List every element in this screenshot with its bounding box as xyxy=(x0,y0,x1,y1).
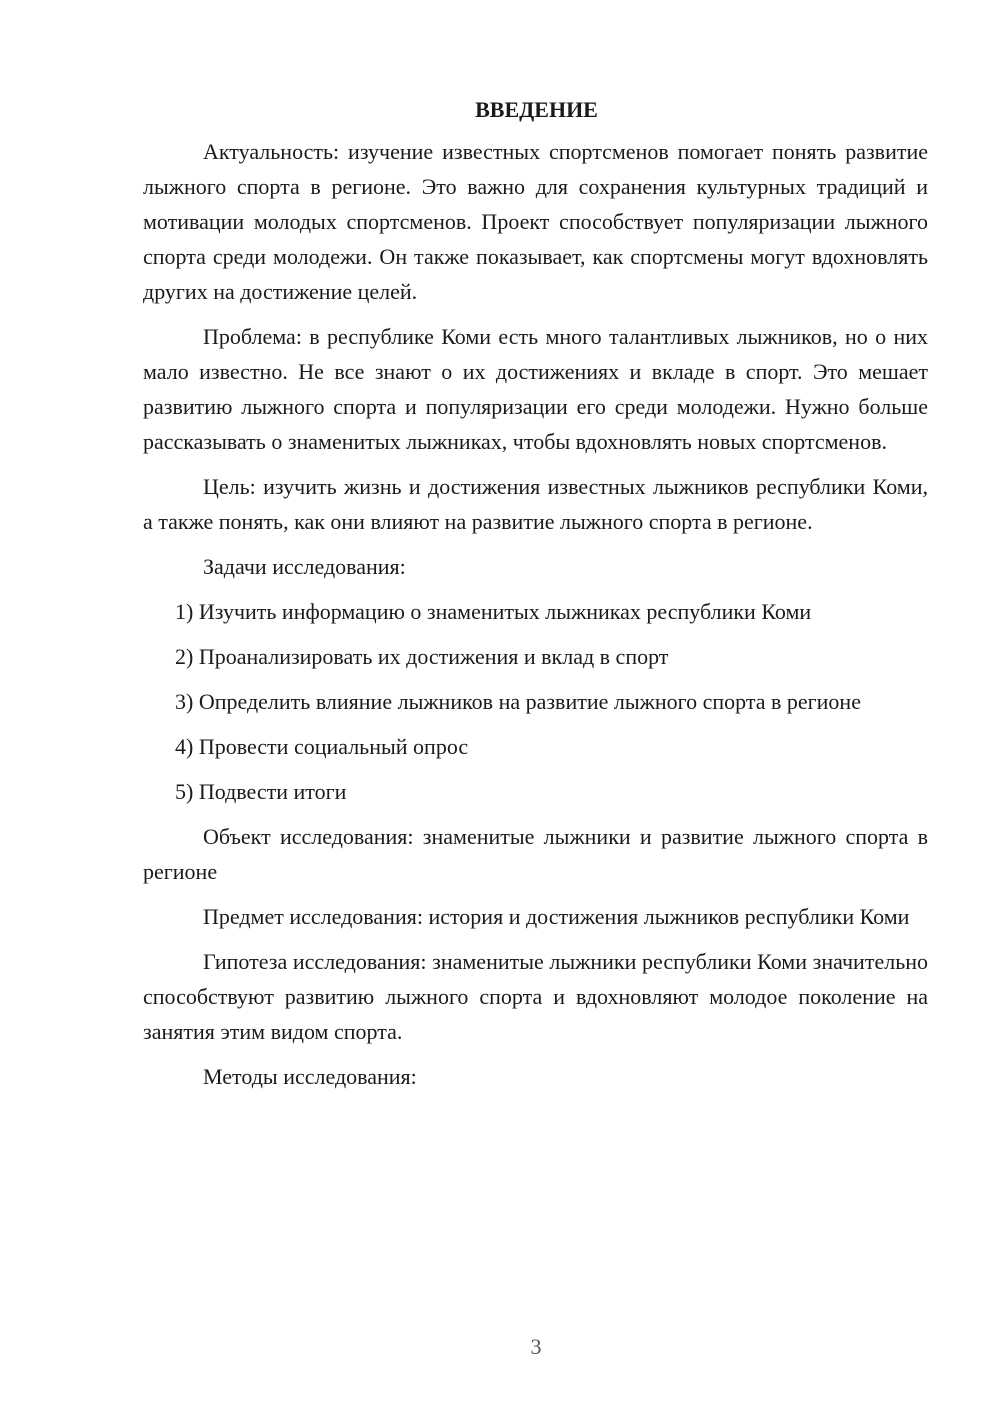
page-body xyxy=(143,92,928,1104)
task-item-5: 5) Подвести итоги xyxy=(175,779,347,804)
hypothesis-paragraph: Гипотеза исследования: знаменитые лыжники республики Коми значительно способствуют развитию лыжного спорта и вдохновляют молодое поколение на занятия этим видом спорта. xyxy=(143,949,928,1044)
goal-paragraph: Цель: изучить жизнь и достижения известных лыжников республики Коми, а также понять, как они влияют на развитие лыжного спорта в регионе. xyxy=(143,474,928,534)
problem-paragraph: Проблема: в республике Коми есть много талантливых лыжников, но о них мало известно. Не все знают о их достижениях и вкладе в спорт. Это мешает развитию лыжного спорта и популяризации его среди молодежи. Нужно больше рассказывать о знаменитых лыжниках, чтобы вдохновлять новых спортсменов. xyxy=(143,324,928,454)
section-heading: ВВЕДЕНИЕ xyxy=(475,97,598,122)
task-item-3: 3) Определить влияние лыжников на развитие лыжного спорта в регионе xyxy=(175,689,861,714)
object-paragraph: Объект исследования: знаменитые лыжники и развитие лыжного спорта в регионе xyxy=(143,824,928,884)
subject-paragraph: Предмет исследования: история и достижения лыжников республики Коми xyxy=(203,904,910,929)
methods-title: Методы исследования: xyxy=(203,1064,417,1089)
task-item-1: 1) Изучить информацию о знаменитых лыжниках республики Коми xyxy=(175,599,812,624)
task-item-4: 4) Провести социальный опрос xyxy=(175,734,469,759)
task-item-2: 2) Проанализировать их достижения и вклад в спорт xyxy=(175,644,669,669)
relevance-paragraph: Актуальность: изучение известных спортсменов помогает понять развитие лыжного спорта в регионе. Это важно для сохранения культурных традиций и мотивации молодых спортсменов. Проект способствует популяризации лыжного спорта среди молодежи. Он также показывает, как спортсмены могут вдохновлять других на достижение целей. xyxy=(143,139,928,304)
page-number: 3 xyxy=(530,1334,542,1359)
tasks-title: Задачи исследования: xyxy=(203,554,406,579)
